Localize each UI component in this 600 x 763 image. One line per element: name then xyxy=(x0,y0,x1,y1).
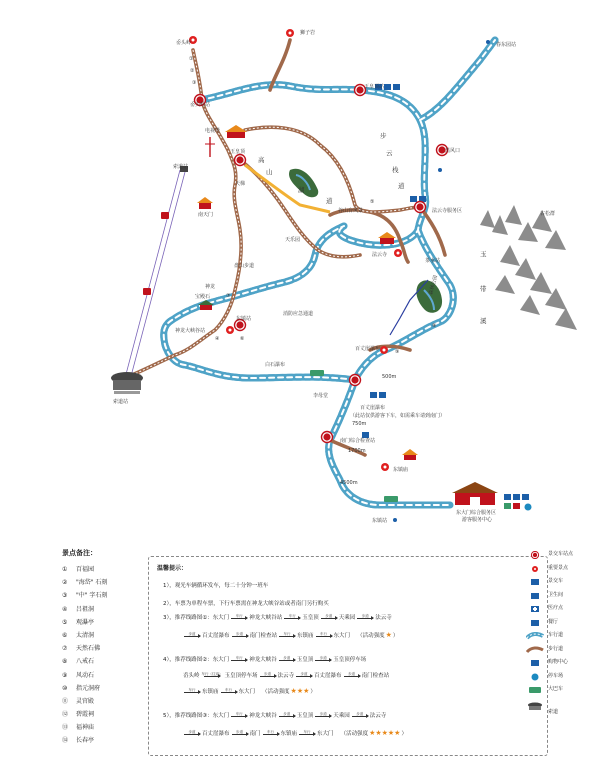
legend-row: 景交车站点 xyxy=(522,548,600,562)
legend-row: 重要景点 xyxy=(522,562,600,576)
label-nanmen: 南门综合检查站 xyxy=(340,438,376,444)
label-gao: 高 xyxy=(258,156,265,164)
temple-icon-yuhuang xyxy=(225,125,247,138)
spots-legend-title: 景点备注： xyxy=(62,549,97,557)
svg-text:⑨: ⑨ xyxy=(395,349,400,355)
spot-row: ⑪ 灵官殿 xyxy=(62,697,95,705)
arrow-icon: 步道 xyxy=(352,713,368,718)
spot-row: ⑭ 长春亭 xyxy=(62,737,95,745)
spot-row: ⑩ 指元洞府 xyxy=(62,684,101,692)
spot-row: ⑬ 福神庙 xyxy=(62,724,95,732)
svg-text:⑥: ⑥ xyxy=(240,336,245,342)
tv-tower-icon xyxy=(205,137,215,157)
label-fengkou: 盘山步道 xyxy=(234,263,255,269)
arrow-icon: 步道 xyxy=(357,615,373,620)
route-1-line-a: 3），推荐线路图①：东大门 车行 神龙大峡谷站 车行 玉皇顶 步道 天乘园 步道 法云寺 xyxy=(163,613,392,621)
legend-row: 停车场 xyxy=(522,670,600,684)
label-dao: 道 xyxy=(326,197,333,205)
bus-stop-markers xyxy=(195,85,448,443)
arrow-icon: 车行（往返） xyxy=(201,671,223,676)
temple-icon-nantianmen xyxy=(197,197,213,209)
arrow-icon: 车行 xyxy=(231,657,247,662)
label-gushi: 古松群 xyxy=(540,211,556,217)
shopping-icon xyxy=(526,659,544,667)
legend-row: 索道 xyxy=(522,697,600,719)
legend-row: 购物中心 xyxy=(522,656,600,670)
label-senlin: 森林公园 xyxy=(428,274,440,296)
label-dongdamen-2: 游客服务中心 xyxy=(462,517,493,523)
label-shenlong-2: 宝殿石 xyxy=(195,294,211,300)
symbol-legend xyxy=(522,548,600,719)
label-transfer-note: （此站仅供游客下车，如需乘车请到南门） xyxy=(350,413,446,419)
arrow-icon: 步道 xyxy=(279,713,295,718)
scenic-spot-icon xyxy=(526,565,544,573)
spot-row: ② "海岱" 石刻 xyxy=(62,579,108,587)
route-1-line-b: 步道 百丈崖瀑布 步道 南门检查站 车行 东镇庙 车行 东大门 （活动强度 ★ ） xyxy=(183,631,398,639)
rating-stars: ★★★★★ xyxy=(369,729,401,737)
label-dai: 带 xyxy=(480,285,487,293)
arrow-icon: 步道 xyxy=(296,673,312,678)
label-bu: 步 xyxy=(380,132,387,140)
arrow-icon: 步道 xyxy=(344,673,360,678)
arrow-icon: 车行 xyxy=(279,633,295,638)
svg-text:⑧: ⑧ xyxy=(432,323,437,329)
label-shenlong: 神龙 xyxy=(205,284,216,290)
arrow-icon: 步道 xyxy=(315,713,331,718)
label-yuhuangding-stop: 玉皇顶站 xyxy=(364,84,385,90)
label-shenlong-station: 神龙大峡谷站 xyxy=(175,328,206,334)
label-lintou: 岙头岭 xyxy=(176,40,192,46)
label-dist-1700: 1700m xyxy=(348,448,366,454)
tips-title: 温馨提示： xyxy=(157,565,188,572)
coach-bus-icon xyxy=(526,686,544,694)
label-suodaozhan-top: 索道站 xyxy=(173,164,189,170)
label-baizhang: 百丈崖瀑布 xyxy=(355,346,381,352)
label-fayunsi: 法云寺 xyxy=(372,252,388,258)
arrow-icon: 步道 xyxy=(321,615,337,620)
legend-row: 卫生间 xyxy=(522,589,600,603)
spot-row: ④ 吕祖洞 xyxy=(62,605,95,613)
route-2-line-a: 4），推荐线路图②：东大门 车行 神龙大峡谷 步道 玉皇顶 步道 玉皇顶停车场 xyxy=(163,655,367,663)
arrow-icon: 步道 xyxy=(315,657,331,662)
label-nantianmen: 南天门 xyxy=(198,212,214,218)
svg-text:⑦: ⑦ xyxy=(226,293,231,299)
label-dongzhen-stop: 东镇站 xyxy=(372,518,388,524)
medical-icon xyxy=(526,605,544,613)
legend-row: 车行道 xyxy=(522,629,600,643)
label-yun: 云 xyxy=(386,149,393,157)
spot-row: ③ "中" 字石刻 xyxy=(62,592,108,600)
legend-row: 大巴车 xyxy=(522,683,600,697)
arrow-icon: 车行 xyxy=(316,633,332,638)
arrow-icon: 车行 xyxy=(263,731,279,736)
parking-icon xyxy=(526,673,544,681)
legend-row: 餐厅 xyxy=(522,616,600,630)
svg-text:③: ③ xyxy=(192,80,197,86)
arrow-icon: 车行 xyxy=(231,713,247,718)
svg-text:①: ① xyxy=(189,56,194,62)
arrow-icon: 步道 xyxy=(279,657,295,662)
shuttle-icon xyxy=(526,578,544,586)
rating-stars: ★ xyxy=(385,631,392,639)
spot-row: ⑫ 碧霞祠 xyxy=(62,711,95,719)
label-dao2: 道 xyxy=(398,182,405,190)
label-dist-500: 500m xyxy=(382,374,397,380)
label-shizishan: 狮子岩 xyxy=(300,30,316,36)
route-3-line-b: 步道 百丈崖瀑布 步道 南门 车行 东镇庙 车行 东大门 （活动强度 ★★★★★ ） xyxy=(183,729,407,737)
cableway-icon xyxy=(526,699,544,713)
toilet-icon xyxy=(526,592,544,600)
spot-row: ⑥ 太清洞 xyxy=(62,631,95,639)
label-xi: 溪 xyxy=(480,317,487,325)
tips-box xyxy=(148,556,548,756)
arrow-icon: 车行 xyxy=(284,615,300,620)
label-heifengkou: 黑风口 xyxy=(445,148,461,154)
label-lintou-stop: 岙头岭站 xyxy=(190,102,211,108)
label-dianshita: 电视塔 xyxy=(205,128,221,134)
arrow-icon: 步道 xyxy=(260,673,276,678)
tip-line-1: 1），观光车辆循环发车，每二十分钟一班车 xyxy=(163,583,269,589)
trail-icon xyxy=(526,646,544,654)
gate-icon-dongdamen xyxy=(452,482,498,505)
label-dist-4500: 4500m xyxy=(340,480,358,486)
restaurant-icon xyxy=(526,619,544,627)
spots-legend xyxy=(62,548,152,748)
label-lishutang: 李母堂 xyxy=(313,393,329,399)
mountain-range-icon xyxy=(480,205,577,330)
arrow-icon: 步道 xyxy=(184,731,200,736)
label-hu: 湖 xyxy=(298,186,305,194)
arrow-icon: 车行 xyxy=(231,615,247,620)
rating-stars: ★★★ xyxy=(290,687,310,695)
arrow-icon: 车行 xyxy=(184,689,200,694)
label-fayunsi-station: 法云寺服务区 xyxy=(432,208,463,214)
arrow-icon: 步道 xyxy=(232,633,248,638)
label-zhan: 栈 xyxy=(392,166,399,174)
arrow-icon: 步道 xyxy=(184,633,200,638)
forest-icon xyxy=(416,280,442,312)
label-dongdamen: 东大门综合服务区 xyxy=(456,510,497,516)
legend-row: 医疗点 xyxy=(522,602,600,616)
cable-station-icon xyxy=(111,372,143,394)
cable-car-line xyxy=(125,170,185,380)
label-yuhuangding: 玉皇顶 xyxy=(230,149,246,155)
spot-row: ⑦ 天然石佛 xyxy=(62,645,101,653)
label-suodaozhan-bottom: 索道站 xyxy=(113,399,129,405)
legend-row: 步行道 xyxy=(522,643,600,657)
arrow-icon: 步道 xyxy=(232,731,248,736)
label-baishi: 白石瀑布 xyxy=(265,362,286,368)
temple-icon-dongzhen xyxy=(402,449,418,460)
label-yu: 玉 xyxy=(480,250,487,258)
spot-row: ⑧ 八戒石 xyxy=(62,658,95,666)
label-tianti: 天梯 xyxy=(235,181,246,187)
spot-row: ⑨ 风动石 xyxy=(62,671,95,679)
label-tianluyuan: 天乐园 xyxy=(285,237,301,243)
label-dongzhenmiao: 东镇庙 xyxy=(393,467,409,473)
svg-text:④: ④ xyxy=(215,336,220,342)
svg-text:⑤: ⑤ xyxy=(370,199,375,205)
route-3-line-a: 5），推荐线路图③：东大门 车行 神龙大峡谷 步道 玉皇顶 步道 天乘园 步道 法云寺 xyxy=(163,711,387,719)
label-xiaofang: 消防应急通道 xyxy=(283,311,314,317)
arrow-icon: 车行 xyxy=(221,689,237,694)
label-chashui: 茶水站 xyxy=(425,258,441,264)
arrow-icon: 车行 xyxy=(299,731,315,736)
legend-row: 景交车 xyxy=(522,575,600,589)
bus-stop-icon xyxy=(526,551,544,559)
label-chunquan: 春东园站 xyxy=(496,42,517,48)
svg-text:②: ② xyxy=(190,68,195,74)
route-2-line-c: 车行 东镇庙 车行 东大门 （活动强度 ★★★ ） xyxy=(183,687,316,695)
label-baizhang-station: 百丈崖瀑布 xyxy=(360,405,386,411)
spot-row: ① 百福园 xyxy=(62,566,95,573)
road-icon xyxy=(526,632,544,640)
label-jifeng: 谷山台风景 xyxy=(338,208,364,214)
label-dongzhen: 东镇站 xyxy=(236,316,252,322)
label-dist-750: 750m xyxy=(352,421,367,427)
spot-row: ⑤ 观瀑亭 xyxy=(62,618,95,626)
tip-line-2: 2），车票为单程车票，下行车票需在神龙大峡谷站或者南门另行购买 xyxy=(163,601,329,607)
route-2-line-b: 岙头岭 车行（往返） 玉皇顶停车场 步道 法云寺 步道 百丈崖瀑布 步道 南门检查站 xyxy=(183,671,390,679)
temple-icon-fayunsi xyxy=(378,232,396,244)
walking-trails xyxy=(125,40,445,455)
label-shan: 山 xyxy=(266,168,273,176)
